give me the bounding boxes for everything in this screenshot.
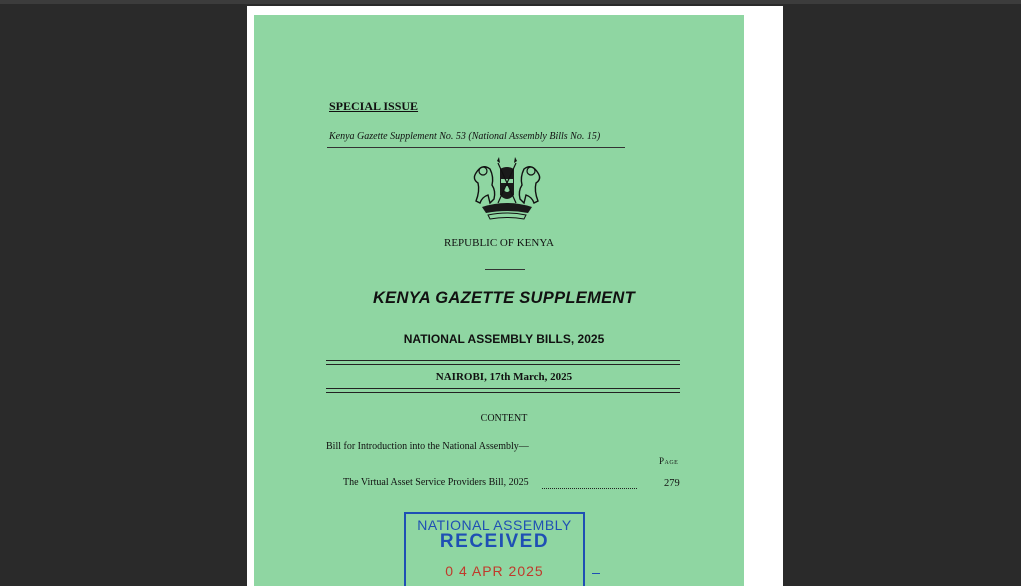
pdf-page (247, 6, 783, 586)
content-heading: CONTENT (480, 413, 528, 424)
stamp-date: 0 4 APR 2025 (445, 563, 544, 579)
leader-dots (542, 488, 637, 489)
bills-subtitle: NATIONAL ASSEMBLY BILLS, 2025 (403, 332, 605, 346)
supplement-rule (327, 147, 625, 148)
gazette-sheet (254, 15, 744, 586)
kenya-coat-of-arms-icon (468, 155, 546, 221)
bill-page-number: 279 (664, 478, 680, 489)
stamp-line-assembly: NATIONAL ASSEMBLY (417, 517, 572, 533)
viewer-top-bar (0, 0, 1021, 4)
bill-title: The Virtual Asset Service Providers Bill, 2025 (343, 477, 529, 488)
double-rule-top (326, 360, 680, 365)
bill-introduction-text: Bill for Introduction into the National Assembly— (326, 441, 529, 452)
received-stamp (404, 512, 585, 586)
special-issue-heading: SPECIAL ISSUE (329, 99, 419, 113)
gazette-title: KENYA GAZETTE SUPPLEMENT (372, 289, 636, 307)
republic-heading: REPUBLIC OF KENYA (443, 237, 554, 249)
page-column-heading: Page (659, 456, 679, 466)
place-date-line: NAIROBI, 17th March, 2025 (435, 371, 573, 383)
stamp-line-received: RECEIVED (439, 531, 550, 552)
stamp-ink-mark (592, 573, 600, 578)
supplement-number-line: Kenya Gazette Supplement No. 53 (National Assembly Bills No. 15) (329, 131, 601, 142)
short-divider (485, 269, 525, 270)
double-rule-bottom (326, 388, 680, 393)
